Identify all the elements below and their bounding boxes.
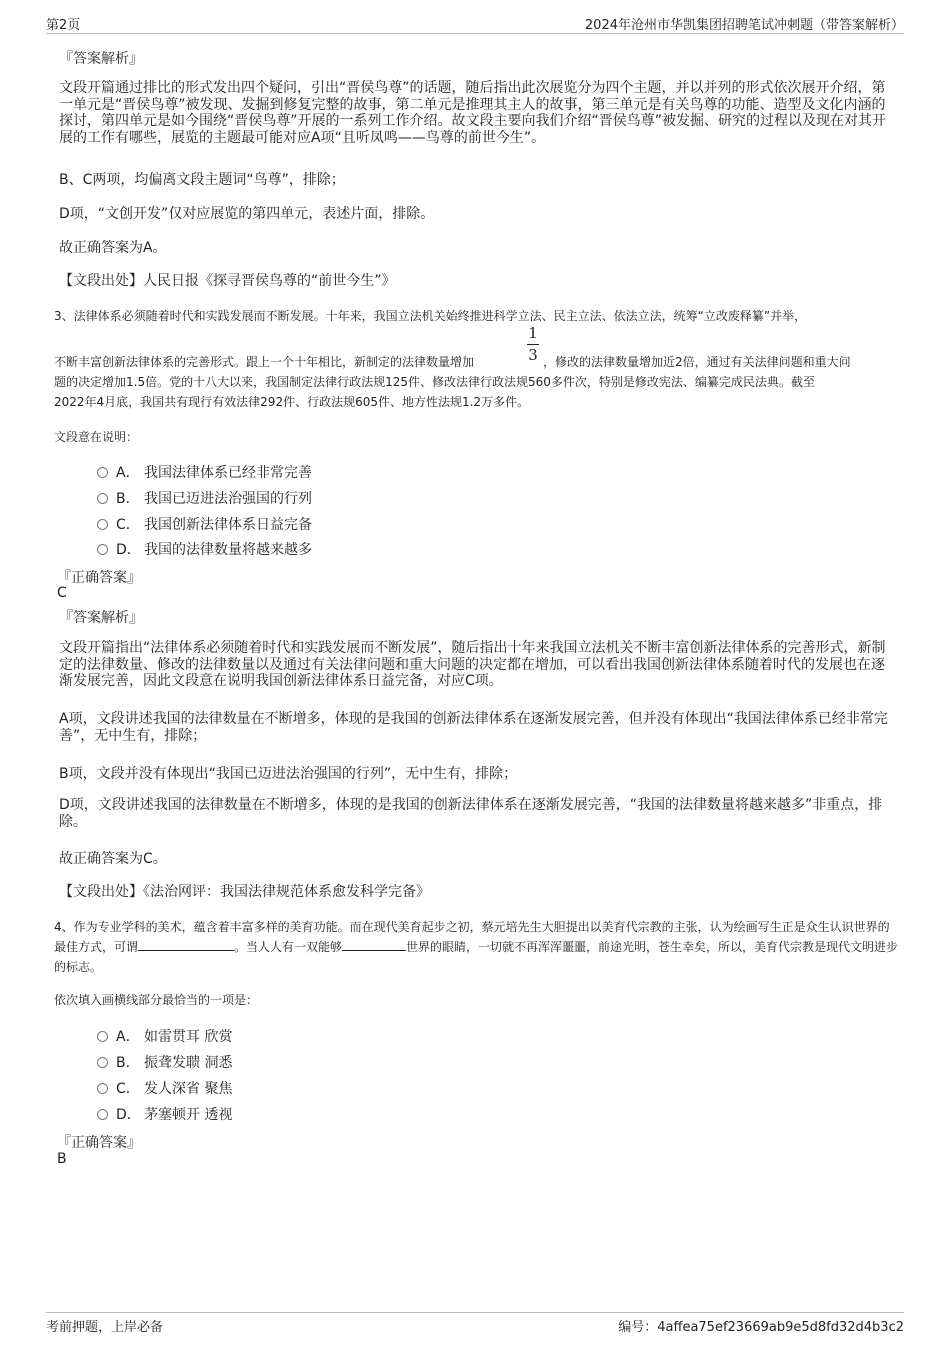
q2-analysis-bc: B、C两项，均偏离文段主题词“鸟尊”，排除； <box>59 172 345 188</box>
radio-icon[interactable] <box>97 1083 108 1094</box>
q3-analysis-tag: 『答案解析』 <box>59 610 143 626</box>
q3-option-a[interactable]: A． 我国法律体系已经非常完善 <box>97 462 312 482</box>
page-footer <box>46 1312 904 1333</box>
radio-icon[interactable] <box>97 1057 108 1068</box>
q2-analysis-main: 文段开篇通过排比的形式发出四个疑问，引出“晋侯鸟尊”的话题，随后指出此次展览分为四个主题，并以并列的形式依次展开介绍，第一单元是“晋侯鸟尊”被发现、发掘到修复完整的故事，第二单元是推理其主人的故事，第三单元是有关鸟尊的功能、造型及文化内涵的探讨，第四单元是如今围绕“晋侯鸟尊”开展的一系列工作介绍。故文段主要向我们介绍“晋侯鸟尊”被发掘、研究的过程以及现在对其开展的工作有哪些，展览的主题最可能对应A项“且听凤鸣——鸟尊的前世今生”。 <box>59 80 887 146</box>
radio-icon[interactable] <box>97 544 108 555</box>
answer-blank <box>138 939 234 951</box>
radio-icon[interactable] <box>97 493 108 504</box>
radio-icon[interactable] <box>97 467 108 478</box>
q4-text <box>54 917 899 977</box>
q3-text-line1: 3、法律体系必须随着时代和实践发展而不断发展。十年来，我国立法机关始终推进科学立法、民主立法、依法立法，统筹“立改废释纂”并举， <box>54 309 807 323</box>
footer-code <box>618 1316 904 1335</box>
q3-option-b[interactable]: B． 我国已迈进法治强国的行列 <box>97 488 312 508</box>
q4-text-part3: 世界的眼睛，一切就不再浑浑噩噩，前途光明，苍生幸矣，所以，美育代宗教是现代文明进步的标志。 <box>54 940 899 974</box>
footer-slogan: 考前押题，上岸必备 <box>46 1320 164 1335</box>
q3-analysis-b: B项，文段并没有体现出“我国已迈进法治强国的行列”，无中生有，排除； <box>59 766 518 782</box>
q3-analysis-a: A项，文段讲述我国的法律数量在不断增多，体现的是我国的创新法律体系在逐渐发展完善，但并没有体现出“我国法律体系已经非常完善”，无中生有，排除； <box>59 711 888 744</box>
fraction-numerator: 1 <box>528 324 538 342</box>
q3-text-line4: 2022年4月底，我国共有现行有效法律292件、行政法规605件、地方性法规1.2万多件。 <box>54 395 530 409</box>
radio-icon[interactable] <box>97 1109 108 1120</box>
q2-analysis-d: D项，“文创开发”仅对应展览的第四单元，表述片面，排除。 <box>59 206 435 222</box>
q4-option-b[interactable]: B． 振聋发聩 洞悉 <box>97 1052 232 1072</box>
q4-text-part1: 4、作为专业学科的美术，蕴含着丰富多样的美育功能。而在现代美育起步之初，蔡元培先生大胆提出以美育代宗教的主张，认为绘画写生正是众生认识世界的最佳方式，可谓 <box>54 920 890 954</box>
answer-blank <box>342 939 406 951</box>
q3-answer-tag: 『正确答案』 <box>57 570 141 586</box>
document-title: 2024年沧州市华凯集团招聘笔试冲刺题（带答案解析） <box>584 18 904 33</box>
q4-answer: B <box>57 1151 67 1167</box>
page-header <box>46 13 904 34</box>
q3-option-d[interactable]: D． 我国的法律数量将越来越多 <box>97 539 312 559</box>
q3-analysis-d: D项，文段讲述我国的法律数量在不断增多，体现的是我国的创新法律体系在逐渐发展完善，“我国的法律数量将越来越多”非重点，排除。 <box>59 797 883 830</box>
page-number: 第2页 <box>46 18 81 33</box>
q4-option-c[interactable]: C． 发人深省 聚焦 <box>97 1078 232 1098</box>
q3-analysis-main: 文段开篇指出“法律体系必须随着时代和实践发展而不断发展”，随后指出十年来我国立法机关不断丰富创新法律体系的完善形式，新制定的法律数量、修改的法律数量以及通过有关法律问题和重大问题的决定都在增加，可以看出我国创新法律体系随着时代的发展也在逐渐发展完善，因此文段意在说明我国创新法律体系日益完备，对应C项。 <box>59 640 886 689</box>
q3-text-line3: 题的决定增加1.5倍。党的十八大以来，我国制定法律行政法规125件、修改法律行政法规560多件次，特别是修改宪法、编纂完成民法典。截至 <box>54 375 815 389</box>
q3-conclusion: 故正确答案为C。 <box>59 851 167 867</box>
q2-source: 【文段出处】人民日报《探寻晋侯鸟尊的“前世今生”》 <box>59 273 396 289</box>
radio-icon[interactable] <box>97 1031 108 1042</box>
q3-option-c[interactable]: C． 我国创新法律体系日益完备 <box>97 514 312 534</box>
radio-icon[interactable] <box>97 519 108 530</box>
q3-prompt: 文段意在说明： <box>54 430 139 444</box>
q2-conclusion: 故正确答案为A。 <box>59 240 167 256</box>
q3-text-line2a: 不断丰富创新法律体系的完善形式。跟上一个十年相比，新制定的法律数量增加 <box>54 355 475 369</box>
q3-text-line2b: ，修改的法律数量增加近2倍，通过有关法律问题和重大问 <box>543 355 851 369</box>
q3-source: 【文段出处】《法治网评：我国法律规范体系愈发科学完备》 <box>59 884 430 900</box>
fraction-bar <box>527 344 539 345</box>
q4-prompt: 依次填入画横线部分最恰当的一项是： <box>54 993 259 1007</box>
q2-analysis-tag: 『答案解析』 <box>59 51 143 67</box>
q4-option-d[interactable]: D． 茅塞顿开 透视 <box>97 1104 232 1124</box>
footer-code-label: 编号： <box>618 1320 658 1335</box>
footer-code-value: 4affea75ef23669ab9e5d8fd32d4b3c2 <box>657 1320 904 1335</box>
fraction-denominator: 3 <box>528 346 538 364</box>
q4-option-a[interactable]: A． 如雷贯耳 欣赏 <box>97 1026 232 1046</box>
q4-text-part2: 。当人人有一双能够 <box>234 940 343 954</box>
q3-answer: C <box>57 585 67 601</box>
q4-answer-tag: 『正确答案』 <box>57 1135 141 1151</box>
